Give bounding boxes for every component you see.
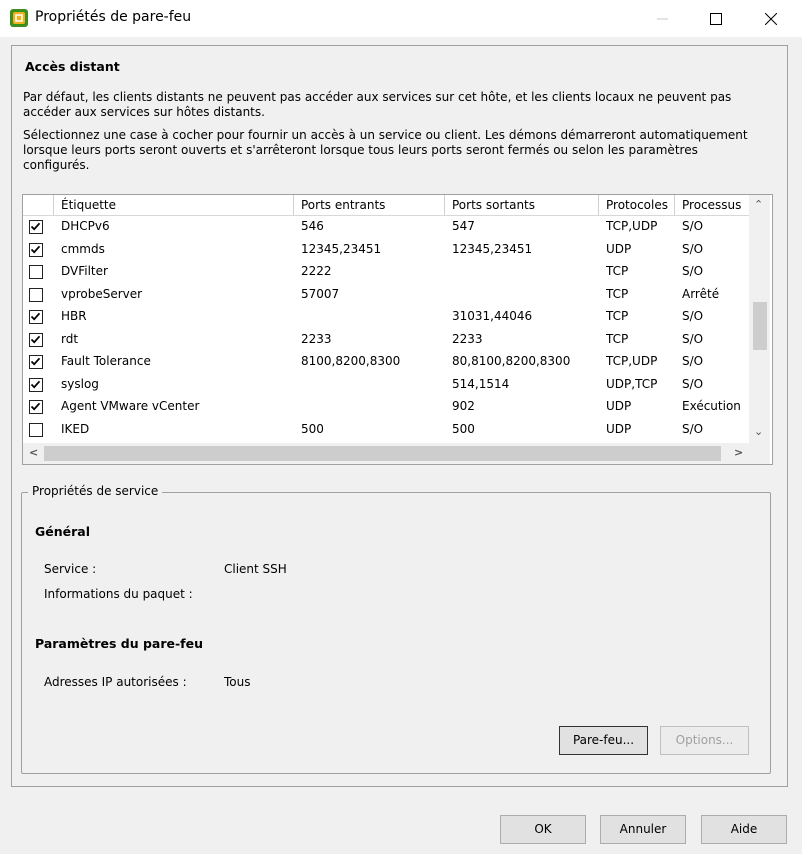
description-default-access: Par défaut, les clients distants ne peuvent pas accéder aux services sur cet hôte, et les clients locaux ne peuvent pas accéder aux services sur hôtes distants. [23,90,732,119]
cell-process: S/O [682,376,704,391]
service-checkbox[interactable] [29,423,43,437]
cell-process: S/O [682,219,704,233]
table-row[interactable] [23,261,758,284]
cell-label: IKED [61,421,90,436]
close-icon [765,13,777,25]
checkmark-icon [30,221,41,232]
allowed-ip-value: Tous [224,675,251,689]
service-checkbox[interactable] [29,333,43,347]
column-header-process[interactable]: Processus [682,198,742,212]
cell-protocols: UDP [606,421,632,436]
service-checkbox[interactable] [29,288,43,302]
service-checkbox[interactable] [29,355,43,369]
cell-protocols: UDP [606,399,632,413]
options-button[interactable]: Options... [660,726,749,755]
cell-ports-out: 902 [452,399,475,413]
checkmark-icon [30,311,41,322]
cell-protocols: TCP [606,331,629,346]
service-checkbox[interactable] [29,243,43,257]
column-header-ports-in[interactable]: Ports entrants [294,195,445,215]
cell-ports-in: 546 [301,219,324,233]
cell-process: S/O [682,264,704,278]
maximize-button[interactable] [693,0,739,37]
cell-protocols: TCP [606,264,629,278]
help-button[interactable]: Aide [701,815,787,844]
cell-process: S/O [682,309,704,323]
checkmark-icon [30,401,41,412]
checkmark-icon [30,334,41,345]
table-row[interactable] [23,216,758,239]
table-row[interactable] [23,239,758,262]
firewall-services-table [22,194,773,465]
cell-protocols: TCP,UDP [606,354,658,368]
cell-ports-out: 12345,23451 [452,241,533,256]
cell-protocols: TCP [606,286,629,301]
description-select-checkbox: Sélectionnez une case à cocher pour fournir un accès à un service ou client. Les démons démarreront automatiquement lorsque leurs ports seront ouverts et s'arrêteront lorsque tous leurs ports seront fermés ou selon les paramètres configurés. [23,128,748,172]
scroll-right-icon[interactable]: > [734,446,744,459]
remote-access-heading: Accès distant [25,59,120,74]
vertical-scrollbar[interactable] [749,195,770,443]
ok-button[interactable]: OK [500,815,586,844]
remote-access-panel [11,45,788,787]
cell-protocols: TCP,UDP [606,219,658,233]
cell-label: Fault Tolerance [61,354,151,368]
service-properties-legend: Propriétés de service [28,484,162,498]
cell-label: rdt [61,331,79,346]
horizontal-scrollbar[interactable] [23,443,770,464]
checkmark-icon [30,244,41,255]
table-row[interactable] [23,306,758,329]
service-label: Service : [44,562,97,576]
table-row[interactable] [23,329,758,352]
cell-label: syslog [61,376,99,391]
cell-ports-in: 500 [301,421,324,436]
title-bar [0,0,802,37]
minimize-icon [657,13,669,25]
scroll-up-icon[interactable]: ⌃ [754,198,764,211]
cell-ports-in: 2222 [301,264,332,278]
scroll-down-icon[interactable]: ⌄ [754,425,764,438]
column-header-checkbox[interactable] [23,195,54,215]
cell-ports-out: 80,8100,8200,8300 [452,354,571,368]
cell-ports-in: 57007 [301,286,340,301]
cell-label: Agent VMware vCenter [61,399,200,413]
column-header-ports-out[interactable]: Ports sortants [445,195,599,215]
vertical-scroll-thumb[interactable] [753,302,767,350]
cell-process: S/O [682,421,704,436]
checkmark-icon [30,356,41,367]
table-row[interactable] [23,419,758,442]
service-checkbox[interactable] [29,378,43,392]
close-button[interactable] [748,0,794,37]
cell-protocols: UDP,TCP [606,376,658,391]
service-checkbox[interactable] [29,265,43,279]
cell-ports-in: 8100,8200,8300 [301,354,401,368]
service-checkbox[interactable] [29,220,43,234]
scroll-left-icon[interactable]: < [29,446,39,459]
cell-ports-in: 12345,23451 [301,241,382,256]
service-checkbox[interactable] [29,310,43,324]
cancel-button[interactable]: Annuler [600,815,686,844]
cell-process: Arrêté [682,286,720,301]
cell-ports-out: 547 [452,219,475,233]
window-title: Propriétés de pare-feu [35,9,192,25]
table-header [23,195,758,216]
cell-protocols: UDP [606,241,632,256]
package-info-label: Informations du paquet : [44,587,193,601]
cell-process: S/O [682,354,704,368]
column-header-protocols[interactable]: Protocoles [599,195,675,215]
table-row[interactable] [23,396,758,419]
cell-ports-in: 2233 [301,331,332,346]
firewall-settings-heading: Paramètres du pare-feu [35,636,203,651]
vsphere-app-icon [9,8,29,28]
maximize-icon [710,13,722,25]
allowed-ip-label: Adresses IP autorisées : [44,675,187,689]
cell-label: DVFilter [61,264,108,278]
firewall-button[interactable]: Pare-feu... [559,726,648,755]
minimize-button[interactable] [640,0,686,37]
checkmark-icon [30,379,41,390]
table-row[interactable] [23,284,758,307]
table-row[interactable] [23,374,758,397]
general-heading: Général [35,524,90,539]
column-header-label[interactable]: Étiquette [54,195,294,215]
service-checkbox[interactable] [29,400,43,414]
cell-process: S/O [682,331,704,346]
cell-ports-out: 500 [452,421,475,436]
cell-label: cmmds [61,241,105,256]
cell-process: S/O [682,241,704,256]
horizontal-scroll-thumb[interactable] [44,446,721,461]
table-row[interactable] [23,351,758,374]
cell-label: HBR [61,309,87,323]
service-value: Client SSH [224,562,287,576]
service-properties-group [21,484,771,774]
cell-ports-out: 31031,44046 [452,309,533,323]
cell-protocols: TCP [606,309,629,323]
cell-ports-out: 2233 [452,331,483,346]
cell-label: vprobeServer [61,286,143,301]
cell-ports-out: 514,1514 [452,376,510,391]
cell-process: Exécution [682,399,741,413]
cell-label: DHCPv6 [61,219,110,233]
